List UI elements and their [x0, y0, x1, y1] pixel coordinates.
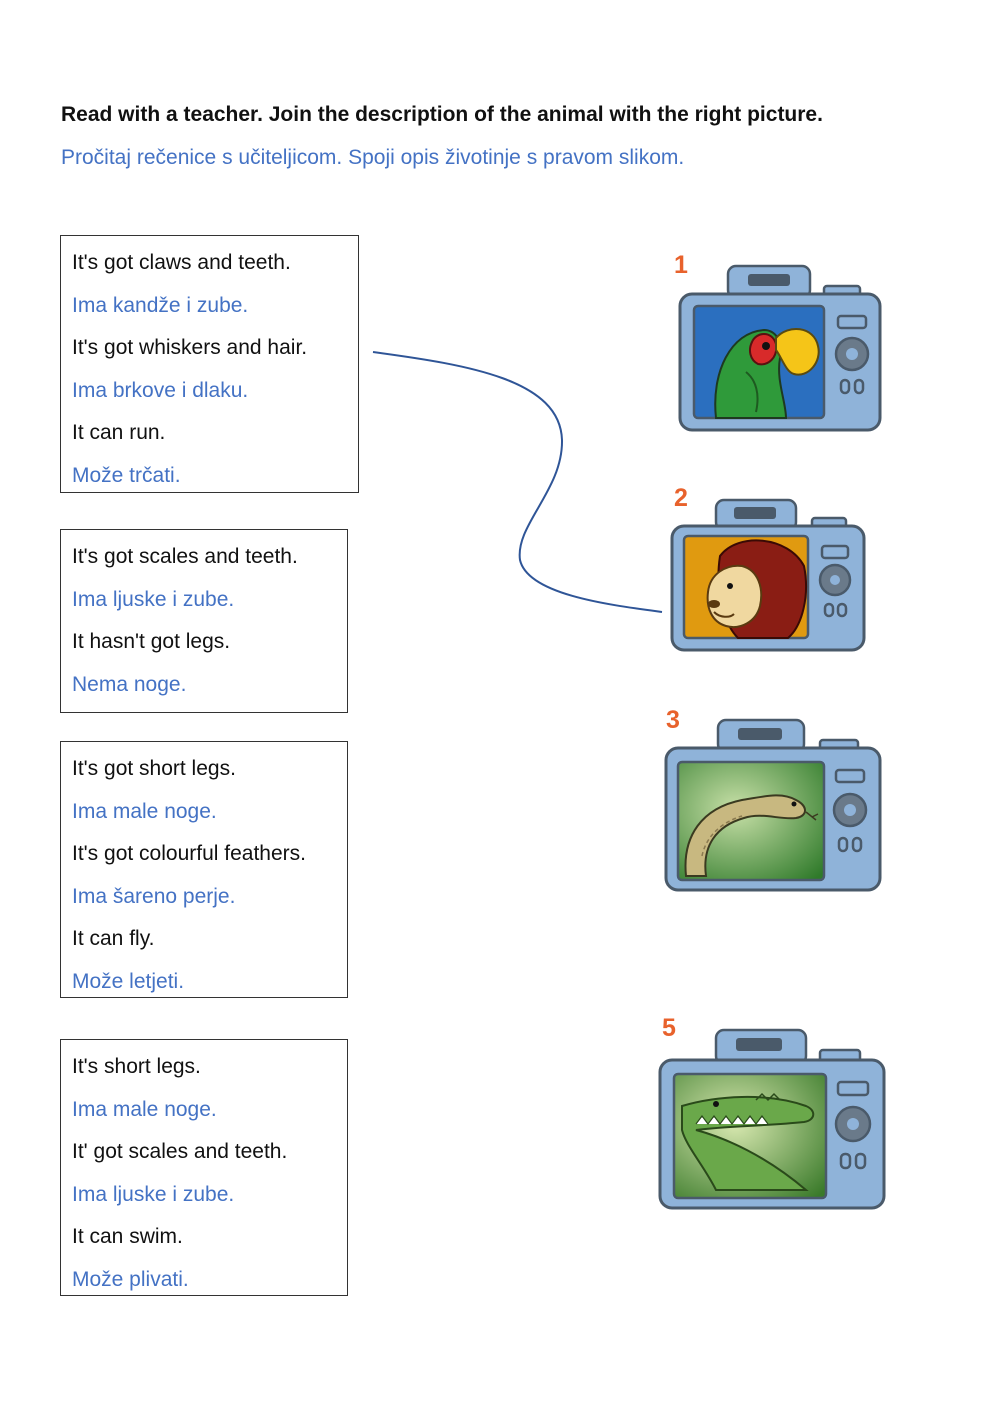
picture-number-1: 1: [674, 251, 688, 279]
description-line: Ima male noge.: [72, 799, 217, 823]
description-line: Ima šareno perje.: [72, 884, 236, 908]
description-line: It's got short legs.: [72, 757, 236, 780]
camera-picture-2[interactable]: [668, 496, 868, 654]
description-line: It's got scales and teeth.: [72, 545, 298, 568]
description-line: Može trčati.: [72, 463, 181, 487]
description-line: It's got whiskers and hair.: [72, 336, 308, 360]
picture-number-2: 2: [674, 484, 688, 512]
description-line: It can swim.: [72, 1225, 183, 1249]
description-line: It can run.: [72, 421, 166, 445]
description-line: Može letjeti.: [72, 969, 185, 993]
description-line: It's got colourful feathers.: [72, 842, 306, 866]
lion-icon: [708, 540, 806, 638]
description-line: Nema noge.: [72, 672, 187, 696]
description-line: Ima brkove i dlaku.: [72, 378, 249, 402]
picture-number-3: 3: [666, 706, 680, 734]
instruction-croatian: Pročitaj rečenice s učiteljicom. Spoji opis životinje s pravom slikom.: [61, 146, 685, 169]
description-line: It can fly.: [72, 927, 155, 951]
description-line: Ima male noge.: [72, 1097, 217, 1121]
description-line: Ima kandže i zube.: [72, 293, 249, 317]
description-line: Ima ljuske i zube.: [72, 1182, 235, 1206]
description-line: It's got claws and teeth.: [72, 251, 291, 274]
description-line: It hasn't got legs.: [72, 630, 231, 654]
description-line: It's short legs.: [72, 1055, 201, 1078]
camera-picture-5[interactable]: [656, 1026, 888, 1212]
camera-picture-3[interactable]: [662, 716, 884, 894]
instruction-english: Read with a teacher. Join the description of the animal with the right picture.: [61, 103, 823, 126]
description-line: Može plivati.: [72, 1267, 189, 1291]
description-line: It' got scales and teeth.: [72, 1140, 288, 1164]
picture-number-5: 5: [662, 1014, 676, 1042]
camera-picture-1[interactable]: [676, 262, 886, 434]
description-line: Ima ljuske i zube.: [72, 587, 235, 611]
